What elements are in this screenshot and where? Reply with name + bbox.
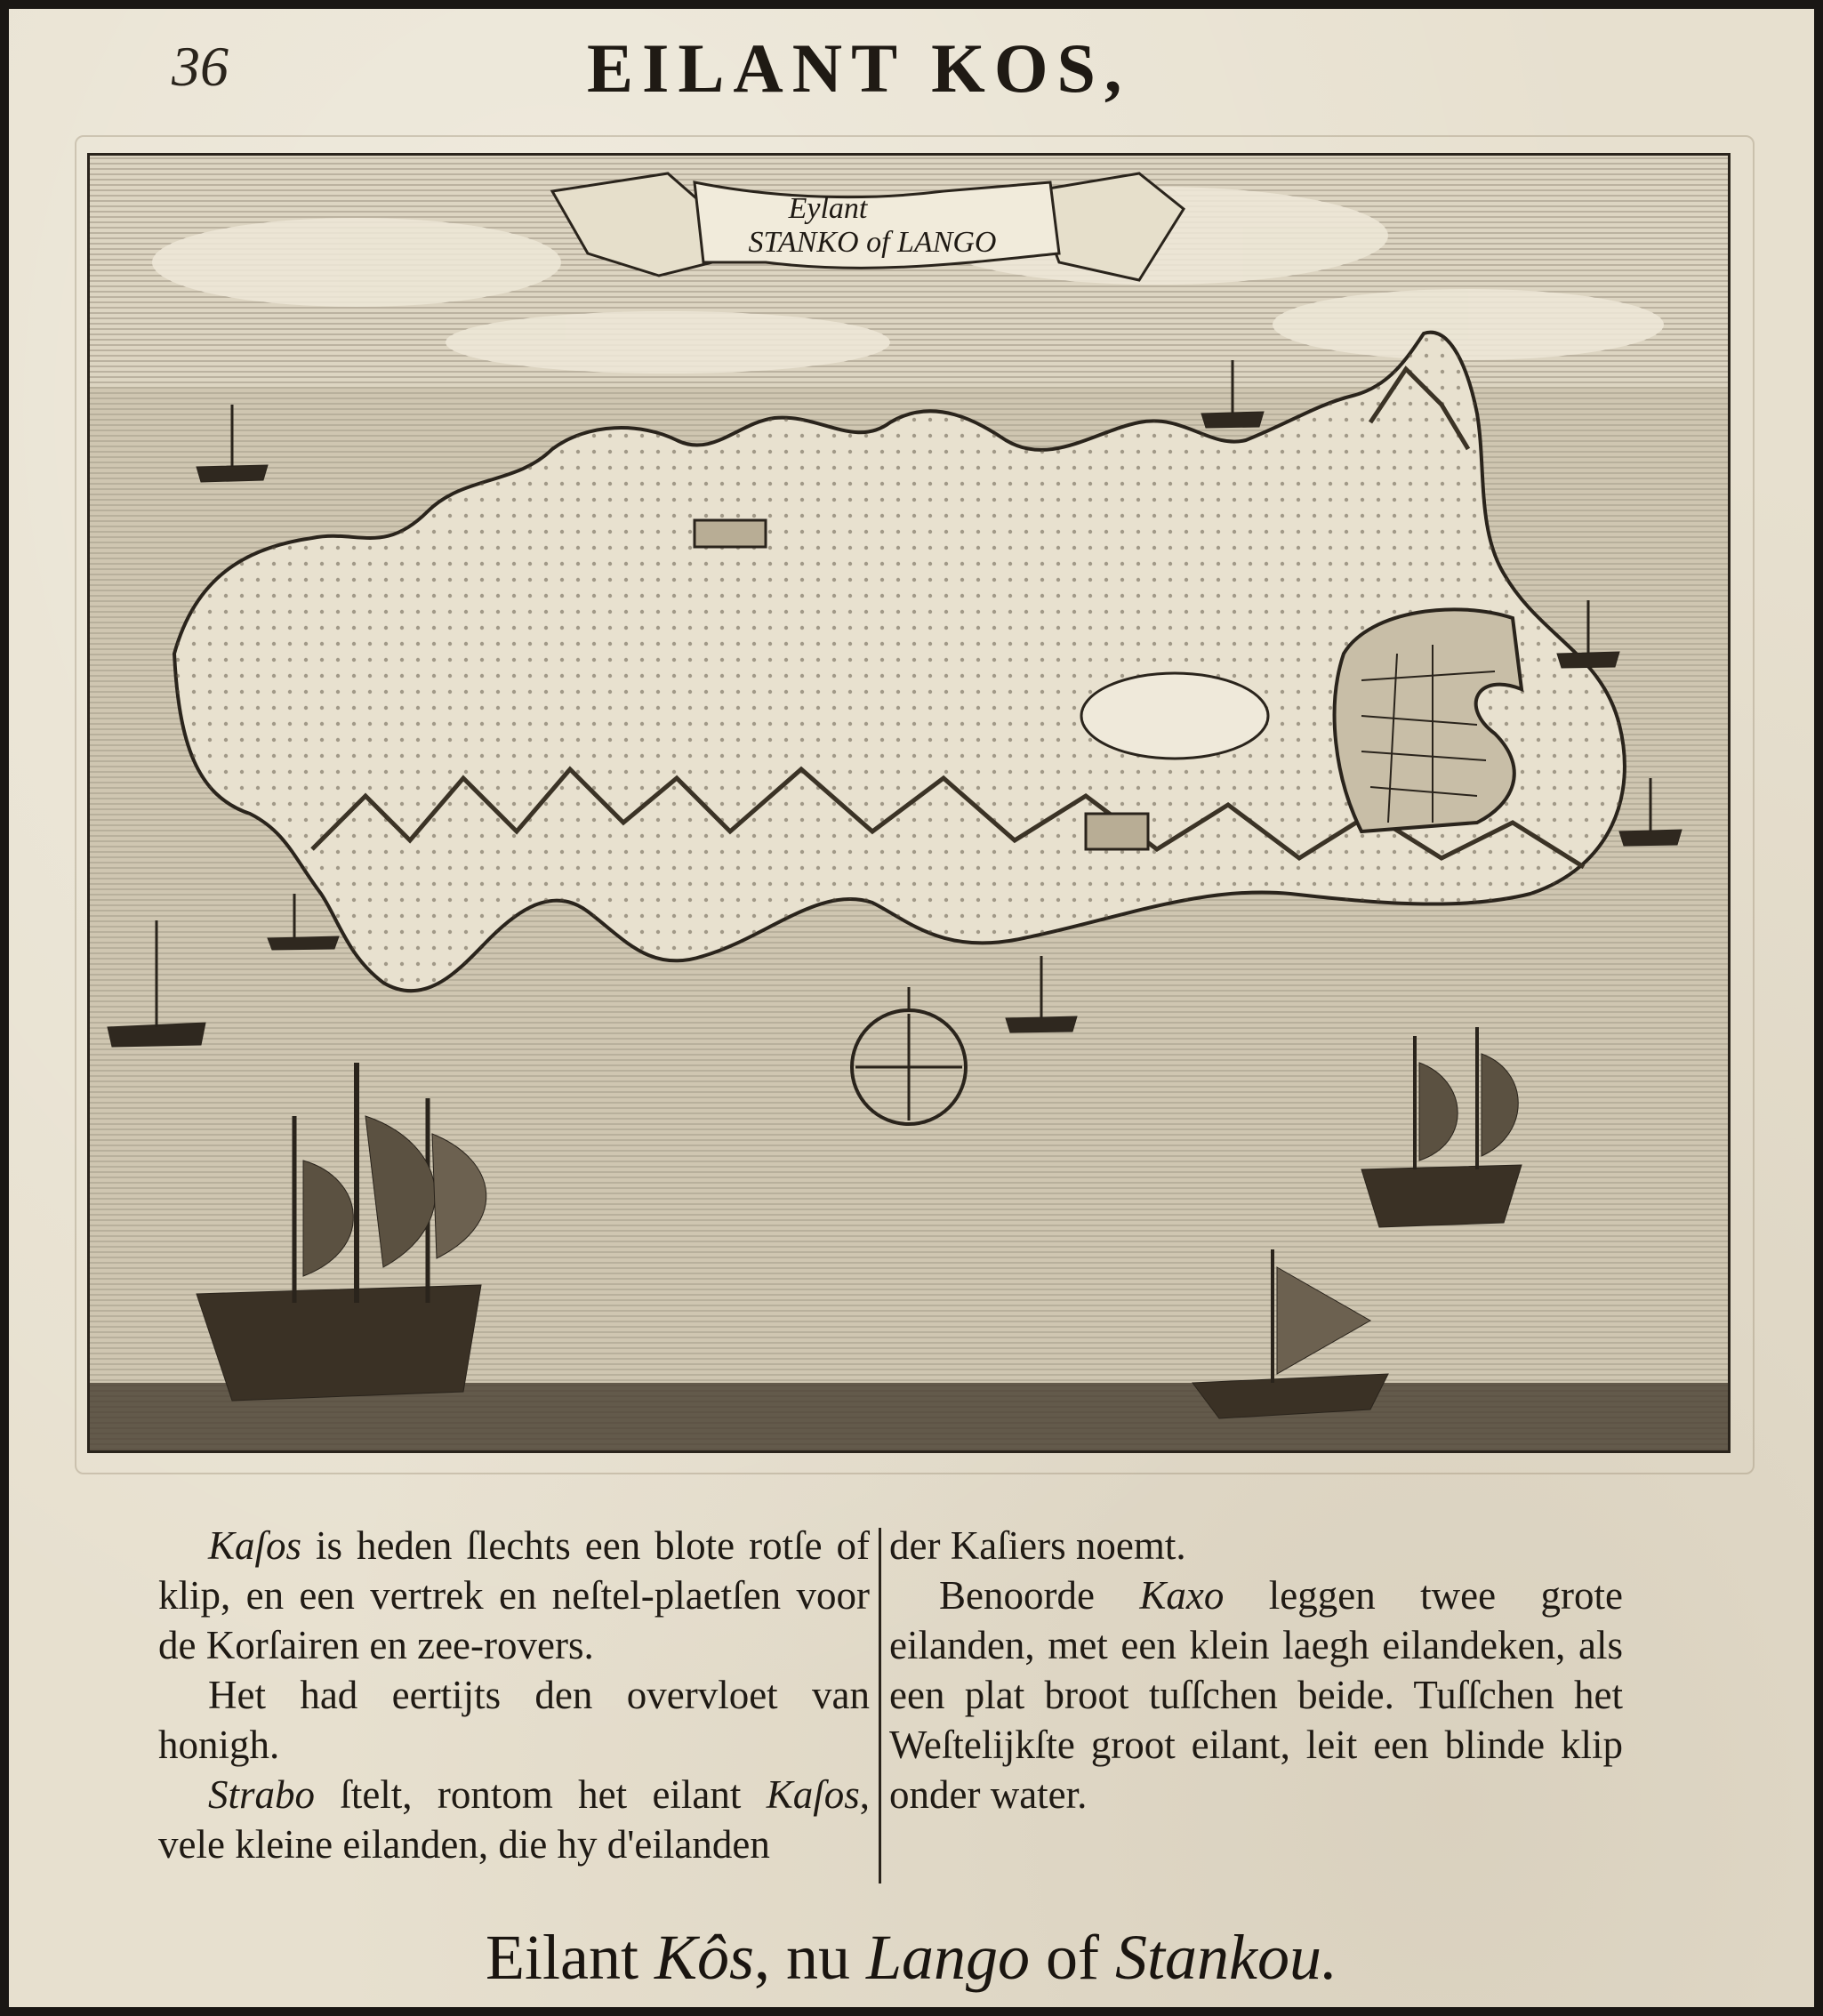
plate-caption [9,1921,1814,1995]
page-number: 36 [172,35,229,98]
caption-text: Eilant [486,1922,655,1993]
paragraph [889,1570,1623,1819]
column-rule [879,1528,881,1883]
caption-text: of [1030,1922,1116,1993]
engraving-plate [87,153,1731,1453]
text-column-right [889,1521,1623,1819]
castle [1086,814,1148,849]
paragraph-text: is heden ſlechts een blote rotſe of klip, en een vertrek en neſtel-plaetſen voor de Korſairen en zee-rovers. [158,1523,870,1667]
italic-name: Strabo [208,1772,316,1817]
paragraph-text: ſtelt, rontom het eilant [315,1772,767,1817]
island-engraving [90,156,1728,1450]
paragraph-text: , vele kleine eilanden, die hy d'eilanden [158,1772,870,1867]
hill-fort [695,520,766,547]
running-head: EILANT KOS, [587,29,1131,107]
paragraph [158,1521,870,1670]
caption-italic: Stankou. [1115,1922,1337,1993]
banner-line1: Eylant [788,192,868,225]
caption-text: , nu [754,1922,866,1993]
paragraph-text: Benoorde [939,1573,1140,1618]
caption-italic: Lango [866,1922,1031,1993]
italic-name: Kaſos [208,1523,302,1568]
paragraph: Het had eertijts den overvloet van honigh. [158,1673,870,1767]
text-column-left [158,1521,870,1869]
banner-line2: STANKO of LANGO [748,226,997,259]
paragraph [158,1770,870,1869]
caption-italic: Kôs [654,1922,754,1993]
book-page [9,9,1814,2007]
italic-name: Kaxo [1139,1573,1225,1618]
italic-name: Kaſos [766,1772,860,1817]
lake [1081,673,1268,759]
paragraph: der Kaſiers noemt. [889,1523,1186,1568]
paragraph-text: leggen twee grote eilanden, met een klein laegh eilandeken, als een plat broot tuſſchen beide. Tuſſchen het Weſtelijkſte groot eilant, leit een blinde klip onder water. [889,1573,1623,1817]
